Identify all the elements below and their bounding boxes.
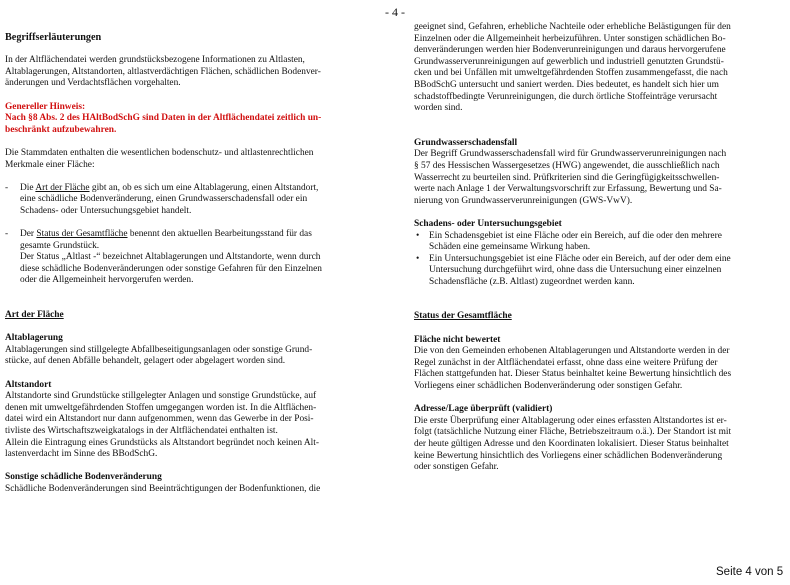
list-item-status-text <box>20 241 383 287</box>
text-line: Grundwasserverunreinigungen auf gewerblich und industriell genutzten Grundstü- <box>414 56 724 67</box>
text-line: BBodSchG untersucht und saniert werden. Dies bedeutet, es handelt sich hier um <box>414 79 719 90</box>
list-item-status: - Der Status der Gesamtfläche benennt den aktuellen Bearbeitungsstand für das gesamte Grundstück. Der Status „Altlast -“ bezeichnet Altablagerungen und Altstandorte, wenn durch diese schädliche Bodenveränderungen oder sonstige Gefahren für den Einzelnen oder die Allgemeinheit hervorgerufen werden. <box>5 229 383 287</box>
text-line: der heute gültigen Adresse und den Koordinaten lokalisiert. Dieser Status beinhaltet <box>414 439 729 449</box>
left-column <box>5 32 383 496</box>
intro-paragraph <box>5 55 383 90</box>
text-line: Altablagerungen, Altstandorten, altlastverdächtigen Flächen, schädlichen Bodenver- <box>5 66 321 77</box>
text-line: Untersuchung durchgeführt wird, ohne dass die Untersuchung einer einzelnen <box>429 265 722 276</box>
text-line: werte nach Anlage 1 der Verwaltungsvorschrift zur Erfassung, Bewertung und Sa- <box>414 184 722 195</box>
text-line: geeignet sind, Gefahren, erhebliche Nachteile oder erhebliche Belästigungen für den <box>414 22 731 32</box>
text-line: keine Bewertung hinsichtlich des Vorliegens einer schädlichen Bodenveränderung <box>414 450 723 461</box>
dash-marker: - <box>5 229 9 240</box>
text-line: tivliste des Wirtschaftszweigkatalogs in der Altflächendatei enthalten ist. <box>5 426 278 436</box>
text-line: Wasserrecht zu beurteilen sind. Prüfkriterien sind die Geringfügigkeitsschwellen- <box>414 172 720 183</box>
text-line: denen mit umweltgefährdenden Stoffen umgegangen worden ist. In die Altflächen- <box>5 402 317 413</box>
text-line: Der Begriff Grundwasserschadensfall wird für Grundwasserverunreinigungen nach <box>414 149 727 160</box>
text-line: Ein Untersuchungsgebiet ist eine Fläche oder ein Bereich, auf der oder dem eine <box>429 253 731 264</box>
altablagerung-text <box>5 345 383 368</box>
text-line: folgt (tatsächliche Nutzung einer Fläche, Betriebszeitraum o.ä.). Der Standort ist mit <box>414 427 732 438</box>
list-item-schadensgebiet <box>414 231 786 254</box>
bullet-marker: • <box>416 253 420 264</box>
text-line: Altstandorte sind Grundstücke stillgelegter Anlagen und sonstige Grundstücke, auf <box>5 391 317 402</box>
heading-flaeche-nicht-bewertet: Fläche nicht bewertet <box>414 334 501 345</box>
text-line: änderungen und Verdachtsflächen vorgehalten. <box>5 78 181 89</box>
text-line: Schadensfläche (z.B. Altlast) zugeordnet werden kann. <box>429 276 635 287</box>
list-item-art-text <box>20 194 383 217</box>
text-line: Einzelnen oder die Allgemeinheit herbeizuführen. Unter sonstigen schädlichen Bo- <box>414 33 726 44</box>
text-line: oder die Allgemeinheit hervorgerufen werden. <box>20 275 194 286</box>
continuation-text <box>414 22 786 115</box>
page-footer: Seite 4 von 5 <box>716 566 784 578</box>
heading-begriffserlaeuterungen: Begriffserläuterungen <box>5 32 102 43</box>
text-line: Altablagerungen sind stillgelegte Abfallbeseitigungsanlagen oder sonstige Grund- <box>5 344 313 355</box>
grundwasserschadensfall-text <box>414 149 786 207</box>
stammdaten-paragraph <box>5 148 383 171</box>
heading-adresse-ueberprueft: Adresse/Lage überprüft (validiert) <box>414 404 553 415</box>
adresse-ueberprueft-text <box>414 416 786 474</box>
text-line: Ein Schadensgebiet ist eine Fläche oder ein Bereich, auf die oder den mehrere <box>429 230 722 241</box>
hinweis-title: Genereller Hinweis: <box>5 101 86 112</box>
heading-status-der-gesamtflaeche: Status der Gesamtfläche <box>414 311 512 322</box>
text-line: In der Altflächendatei werden grundstücksbezogene Informationen zu Altlasten, <box>5 55 305 66</box>
text-line: oder sonstigen Gefahr. <box>414 462 499 473</box>
text-line: denveränderungen werden hier Bodenverunreinigungen und daraus hervorgerufene <box>414 45 726 56</box>
text-line: Nach §8 Abs. 2 des HAltBodSchG sind Daten in der Altflächendatei zeitlich un- <box>5 113 322 124</box>
list-item-art: - Die Art der Fläche gibt an, ob es sich um eine Altablagerung, einen Altstandort, eine schädliche Bodenveränderung, einen Grundwasserschadensfall oder ein Schadens- oder Untersuchungsgebiet handelt. <box>5 183 383 218</box>
bullet-marker: • <box>416 230 420 241</box>
heading-grundwasserschadensfall: Grundwasserschadensfall <box>414 137 518 148</box>
heading-sonstige-bodenveraenderung: Sonstige schädliche Bodenveränderung <box>5 472 162 483</box>
text-line: § 57 des Hessischen Wassergesetzes (HWG) angewendet, die ausschließlich nach <box>414 160 720 171</box>
text-line: Regel zunächst in der Altflächendatei erfasst, ohne dass eine weitere Prüfung der <box>414 357 718 368</box>
hinweis-text <box>5 113 383 136</box>
text-line: beschränkt aufzubewahren. <box>5 124 117 135</box>
list-item-untersuchungsgebiet <box>414 254 786 289</box>
text-line: nierung von Grundwasserverunreinigungen (GWS-VwV). <box>414 195 633 206</box>
flaeche-nicht-bewertet-text <box>414 346 786 392</box>
text-line: datei wird ein Altstandort nur dann aufgenommen, wenn das Gewerbe in der Posi- <box>5 414 314 425</box>
text-line: Schadens- oder Untersuchungsgebiet handelt. <box>20 205 192 216</box>
text-line: Flächen stattgefunden hat. Dieser Status beinhaltet keine Bewertung hinsichtlich des <box>414 369 732 380</box>
text-line: Die Stammdaten enthalten die wesentlichen bodenschutz- und altlastenrechtlichen <box>5 147 314 158</box>
untersuchungsgebiet-text <box>429 254 786 289</box>
art-der-flaeche-term: Art der Fläche <box>35 182 90 193</box>
text-line: Vorliegens einer schädlichen Bodenveränderung oder sonstigen Gefahr. <box>414 381 683 392</box>
page-number: - 4 - <box>385 5 405 19</box>
heading-altablagerung: Altablagerung <box>5 333 63 344</box>
text-line: worden sind. <box>414 103 463 114</box>
heading-altstandort: Altstandort <box>5 379 52 390</box>
heading-art-der-flaeche: Art der Fläche <box>5 310 64 321</box>
status-der-gesamtflaeche-term: Status der Gesamtfläche <box>36 229 128 240</box>
text-line: stücke, auf denen Abfälle behandelt, gelagert oder abgelagert worden sind. <box>5 356 286 367</box>
text-line: Die von den Gemeinden erhobenen Altablagerungen und Altstandorte werden in der <box>414 346 730 357</box>
text-line: Schäden eine gemeinsame Wirkung haben. <box>429 242 591 253</box>
heading-schadens-untersuchungsgebiet: Schadens- oder Untersuchungsgebiet <box>414 218 562 229</box>
text-line: Allein die Eintragung eines Grundstücks als Altstandort begründet noch keinen Alt- <box>5 437 319 448</box>
dash-marker: - <box>5 182 9 193</box>
right-column <box>414 22 786 474</box>
text-line: Der Status „Altlast -“ bezeichnet Altablagerungen und Altstandorte, wenn durch <box>20 252 321 263</box>
text-line: Die erste Überprüfung einer Altablagerung oder eines erfassten Altstandortes ist er- <box>414 415 727 426</box>
text-line: gesamte Grundstück. <box>20 240 100 251</box>
text-line: cken und bei Unfällen mit umweltgefährdenden Stoffen zusammengefasst, die nach <box>414 68 728 79</box>
text-line: diese schädliche Bodenveränderungen oder sonstige Gefahren für den Einzelnen <box>20 263 322 274</box>
text-line: Merkmale einer Fläche: <box>5 159 95 170</box>
altstandort-text <box>5 391 383 461</box>
text-line: lastenverdacht im Sinne des BBodSchG. <box>5 449 158 460</box>
sonstige-bodenveraenderung-text <box>5 484 383 496</box>
text-line: eine schädliche Bodenveränderung, einen Grundwasserschadensfall oder ein <box>20 194 308 205</box>
text-line: Schädliche Bodenveränderungen sind Beeinträchtigungen der Bodenfunktionen, die <box>5 483 321 494</box>
schadensgebiet-text <box>429 231 786 254</box>
text-line: schadstoffbedingte Verunreinigungen, die durch örtliche Stoffeinträge verursacht <box>414 91 718 102</box>
